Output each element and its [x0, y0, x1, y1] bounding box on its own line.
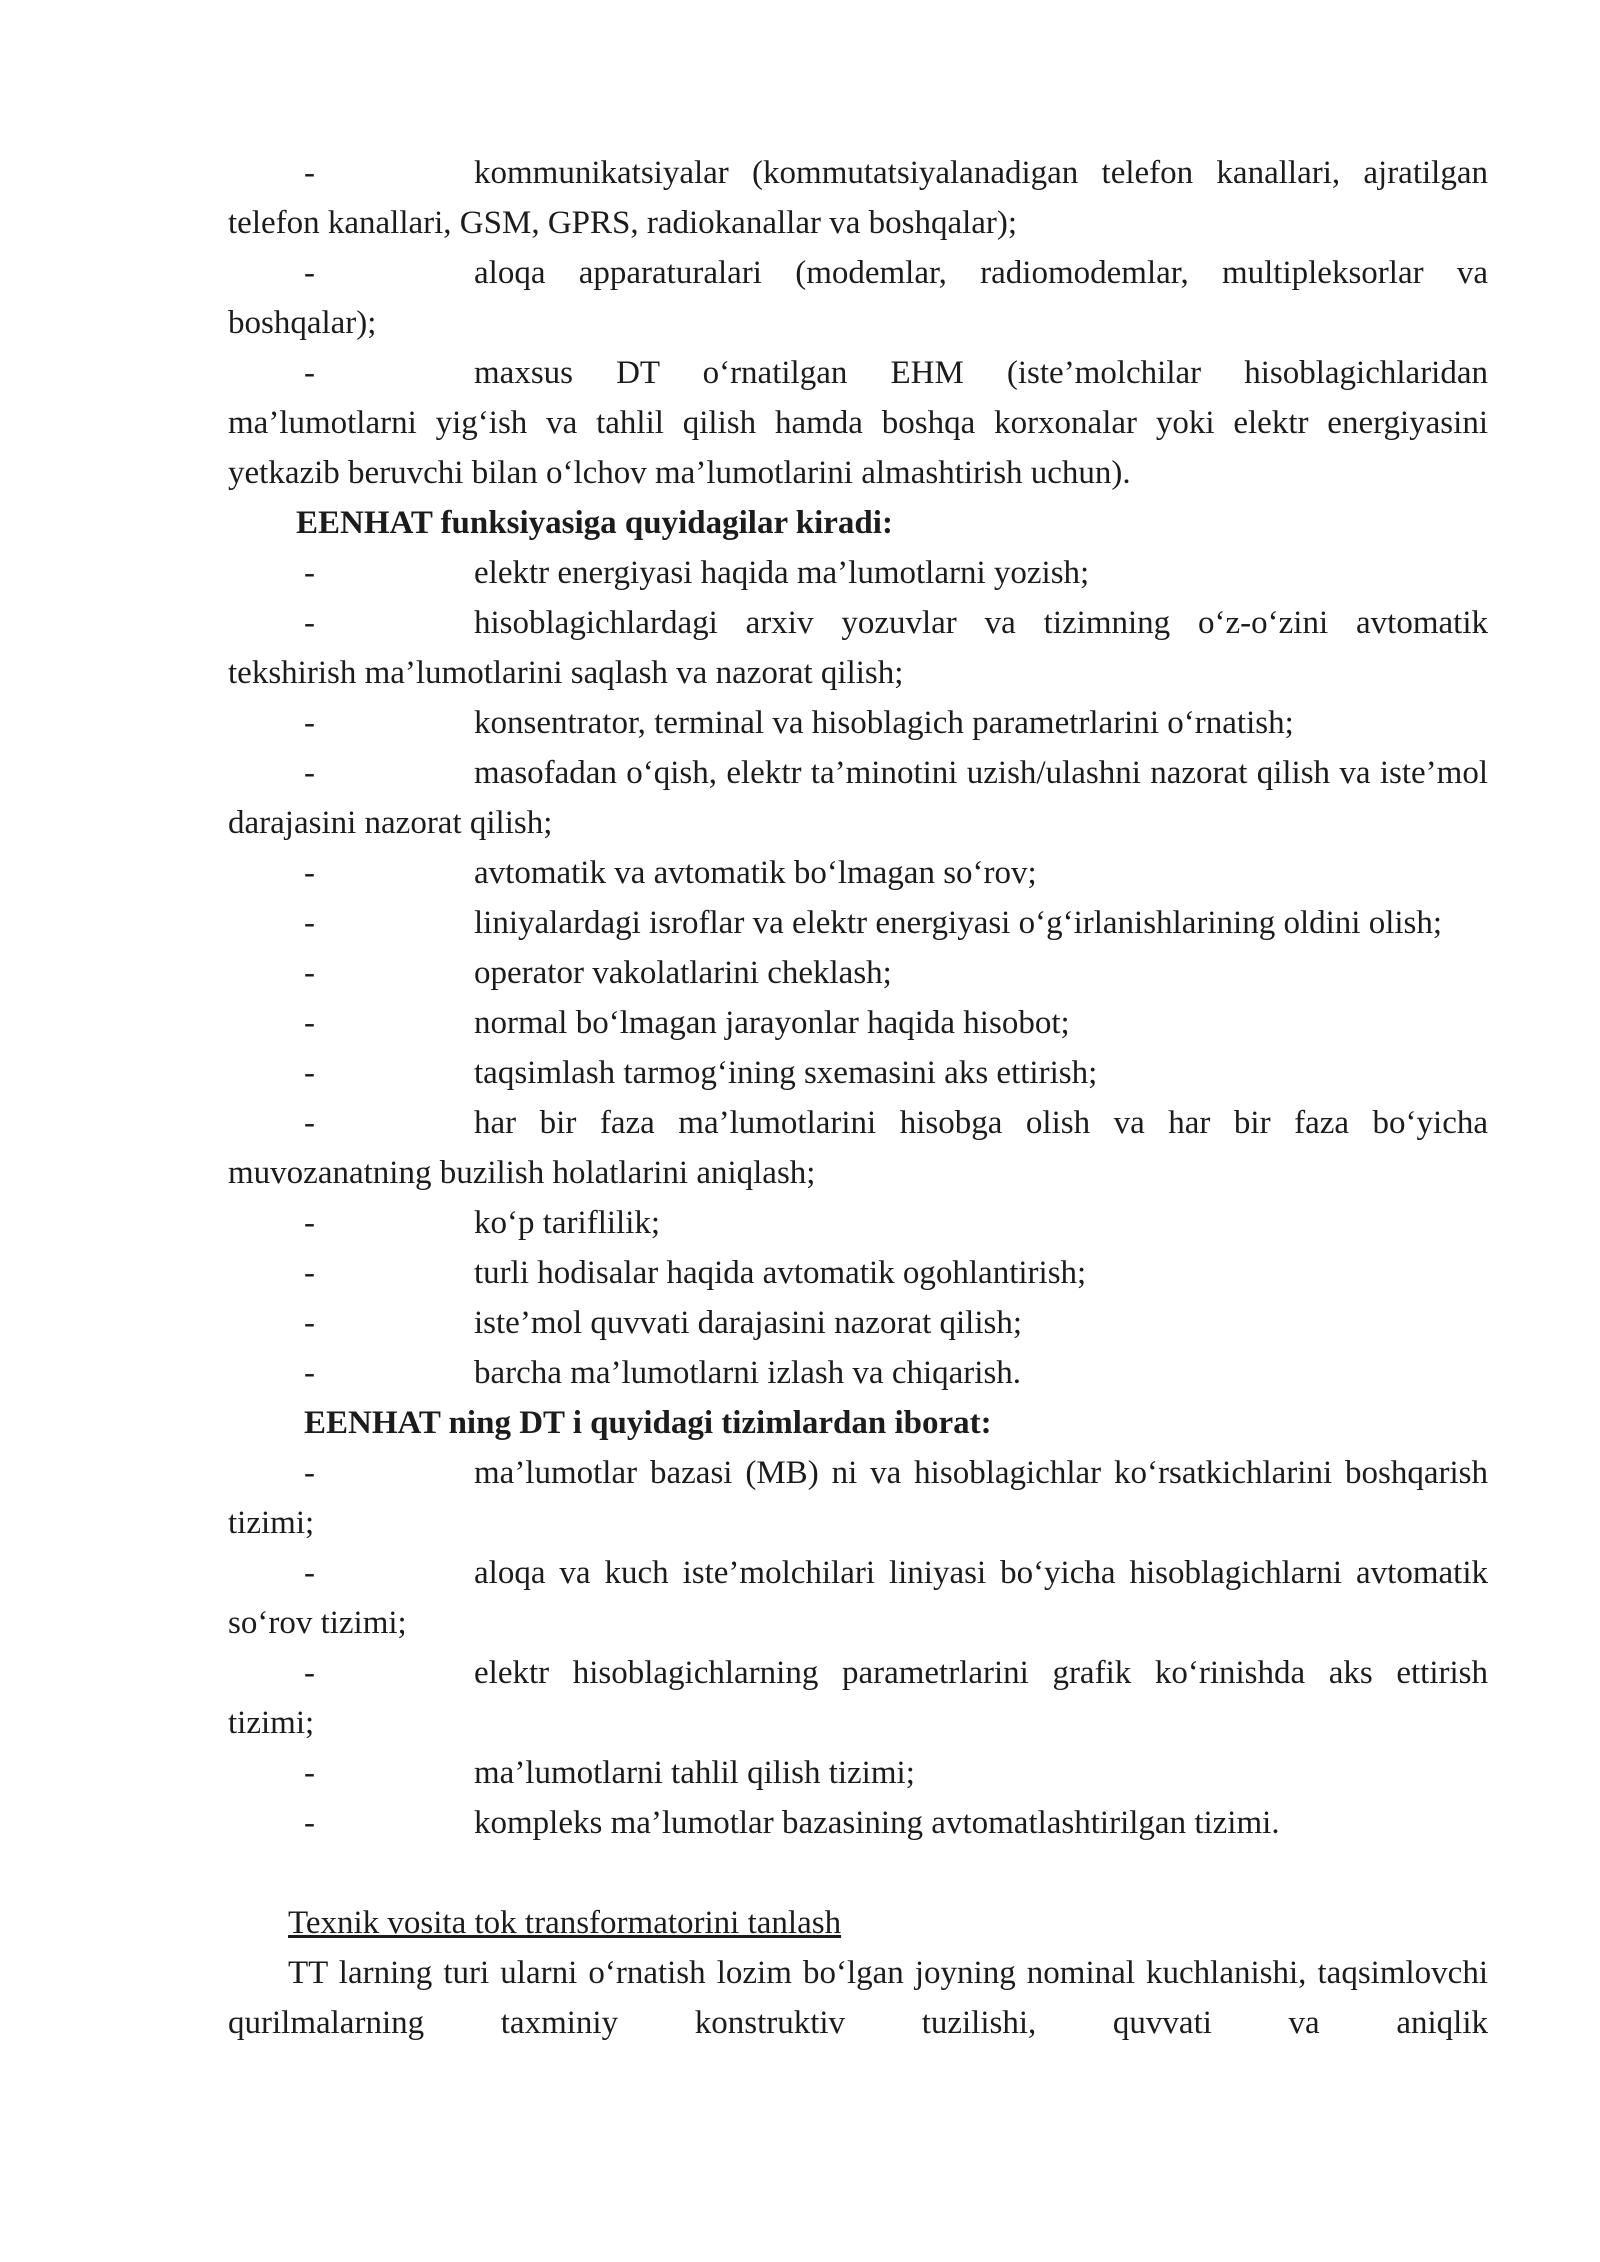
- list-item-text: konsentrator, terminal va hisoblagich parametrlarini o‘rnatish;: [474, 705, 1294, 741]
- list-item: [228, 1348, 1488, 1398]
- list-item-text: avtomatik va avtomatik bo‘lmagan so‘rov;: [474, 855, 1037, 891]
- list-item-text: ko‘p tariflilik;: [474, 1205, 661, 1241]
- list-item: [228, 1248, 1488, 1298]
- body-paragraph: TT larning turi ularni o‘rnatish lozim bo‘lgan joyning nominal kuchlanishi, taqsimlovchi qurilmalarning taxminiy konstruktiv tuzilishi, quvvati va aniqlik: [228, 1955, 1488, 2041]
- list-dash: -: [304, 1205, 315, 1241]
- list-dash: -: [304, 755, 315, 791]
- list-item: [228, 1448, 1488, 1548]
- list-item: [228, 1048, 1488, 1098]
- list-dash: -: [304, 255, 315, 291]
- list-item: [228, 1648, 1488, 1748]
- list-item-text: kommunikatsiyalar (kommutatsiyalanadigan telefon kanallari, ajratilgan telefon kanallari, GSM, GPRS, radiokanallar va boshqalar);: [228, 155, 1488, 241]
- list-item: [228, 148, 1488, 248]
- functions-heading: EENHAT funksiyasiga quyidagilar kiradi:: [296, 505, 893, 541]
- list-item: [228, 598, 1488, 698]
- list-item-text: elektr hisoblagichlarning parametrlarini grafik ko‘rinishda aks ettirish tizimi;: [228, 1655, 1488, 1741]
- list-item-text: normal bo‘lmagan jarayonlar haqida hisobot;: [474, 1005, 1070, 1041]
- list-item: [228, 898, 1488, 948]
- list-dash: -: [304, 1805, 315, 1841]
- list-item-text: har bir faza ma’lumotlarini hisobga olish va har bir faza bo‘yicha muvozanatning buzilish holatlarini aniqlash;: [228, 1105, 1488, 1191]
- list-item-text: masofadan o‘qish, elektr ta’minotini uzish/ulashni nazorat qilish va iste’mol darajasini nazorat qilish;: [228, 755, 1488, 841]
- list-dash: -: [304, 1105, 315, 1141]
- list-item: [228, 1298, 1488, 1348]
- list-item: [228, 348, 1488, 498]
- list-item-text: aloqa apparaturalari (modemlar, radiomodemlar, multipleksorlar va boshqalar);: [228, 255, 1488, 341]
- list-dash: -: [304, 355, 315, 391]
- list-item-text: ma’lumotlarni tahlil qilish tizimi;: [474, 1755, 915, 1791]
- list-dash: -: [304, 955, 315, 991]
- list-item-text: iste’mol quvvati darajasini nazorat qilish;: [474, 1305, 1023, 1341]
- list-dash: -: [304, 905, 315, 941]
- section-title: Texnik vosita tok transformatorini tanlash: [288, 1905, 842, 1941]
- list-item-text: ma’lumotlar bazasi (MB) ni va hisoblagichlar ko‘rsatkichlarini boshqarish tizimi;: [228, 1455, 1488, 1541]
- list-item: [228, 698, 1488, 748]
- list-item: [228, 948, 1488, 998]
- list-dash: -: [304, 1655, 315, 1691]
- list-item-text: barcha ma’lumotlarni izlash va chiqarish.: [474, 1355, 1022, 1391]
- list-item: [228, 1198, 1488, 1248]
- list-dash: -: [304, 1755, 315, 1791]
- list-dash: -: [304, 1555, 315, 1591]
- section-spacer: [228, 1848, 1488, 1898]
- systems-heading: EENHAT ning DT i quyidagi tizimlardan iborat:: [304, 1405, 992, 1441]
- list-item: [228, 1548, 1488, 1648]
- list-communications: [228, 148, 1488, 498]
- list-item: [228, 848, 1488, 898]
- list-dash: -: [304, 1005, 315, 1041]
- list-item: [228, 1798, 1488, 1848]
- list-dash: -: [304, 1455, 315, 1491]
- list-item-text: aloqa va kuch iste’molchilari liniyasi bo‘yicha hisoblagichlarni avtomatik so‘rov tizimi;: [228, 1555, 1488, 1641]
- list-item-text: maxsus DT o‘rnatilgan EHM (iste’molchilar hisoblagichlaridan ma’lumotlarni yig‘ish va tahlil qilish hamda boshqa korxonalar yoki elektr energiyasini yetkazib beruvchi bilan o‘lchov ma’lumotlarini almashtirish uchun).: [228, 355, 1488, 491]
- list-item-text: liniyalardagi isroflar va elektr energiyasi o‘g‘irlanishlarining oldini olish;: [474, 905, 1443, 941]
- list-functions: [228, 548, 1488, 1398]
- list-systems: [228, 1448, 1488, 1848]
- list-dash: -: [304, 555, 315, 591]
- list-dash: -: [304, 705, 315, 741]
- list-dash: -: [304, 1255, 315, 1291]
- list-item-text: hisoblagichlardagi arxiv yozuvlar va tizimning o‘z-o‘zini avtomatik tekshirish ma’lumotlarini saqlash va nazorat qilish;: [228, 605, 1488, 691]
- list-dash: -: [304, 1055, 315, 1091]
- list-item-text: taqsimlash tarmog‘ining sxemasini aks ettirish;: [474, 1055, 1098, 1091]
- list-item-text: turli hodisalar haqida avtomatik ogohlantirish;: [474, 1255, 1087, 1291]
- list-item: [228, 1748, 1488, 1798]
- list-item: [228, 1098, 1488, 1198]
- list-item-text: operator vakolatlarini cheklash;: [474, 955, 892, 991]
- list-dash: -: [304, 1305, 315, 1341]
- list-dash: -: [304, 1355, 315, 1391]
- list-dash: -: [304, 855, 315, 891]
- list-item-text: elektr energiyasi haqida ma’lumotlarni yozish;: [474, 555, 1090, 591]
- list-item: [228, 998, 1488, 1048]
- list-item-text: kompleks ma’lumotlar bazasining avtomatlashtirilgan tizimi.: [474, 1805, 1280, 1841]
- list-item: [228, 748, 1488, 848]
- list-dash: -: [304, 605, 315, 641]
- list-dash: -: [304, 155, 315, 191]
- list-item: [228, 248, 1488, 348]
- list-item: [228, 548, 1488, 598]
